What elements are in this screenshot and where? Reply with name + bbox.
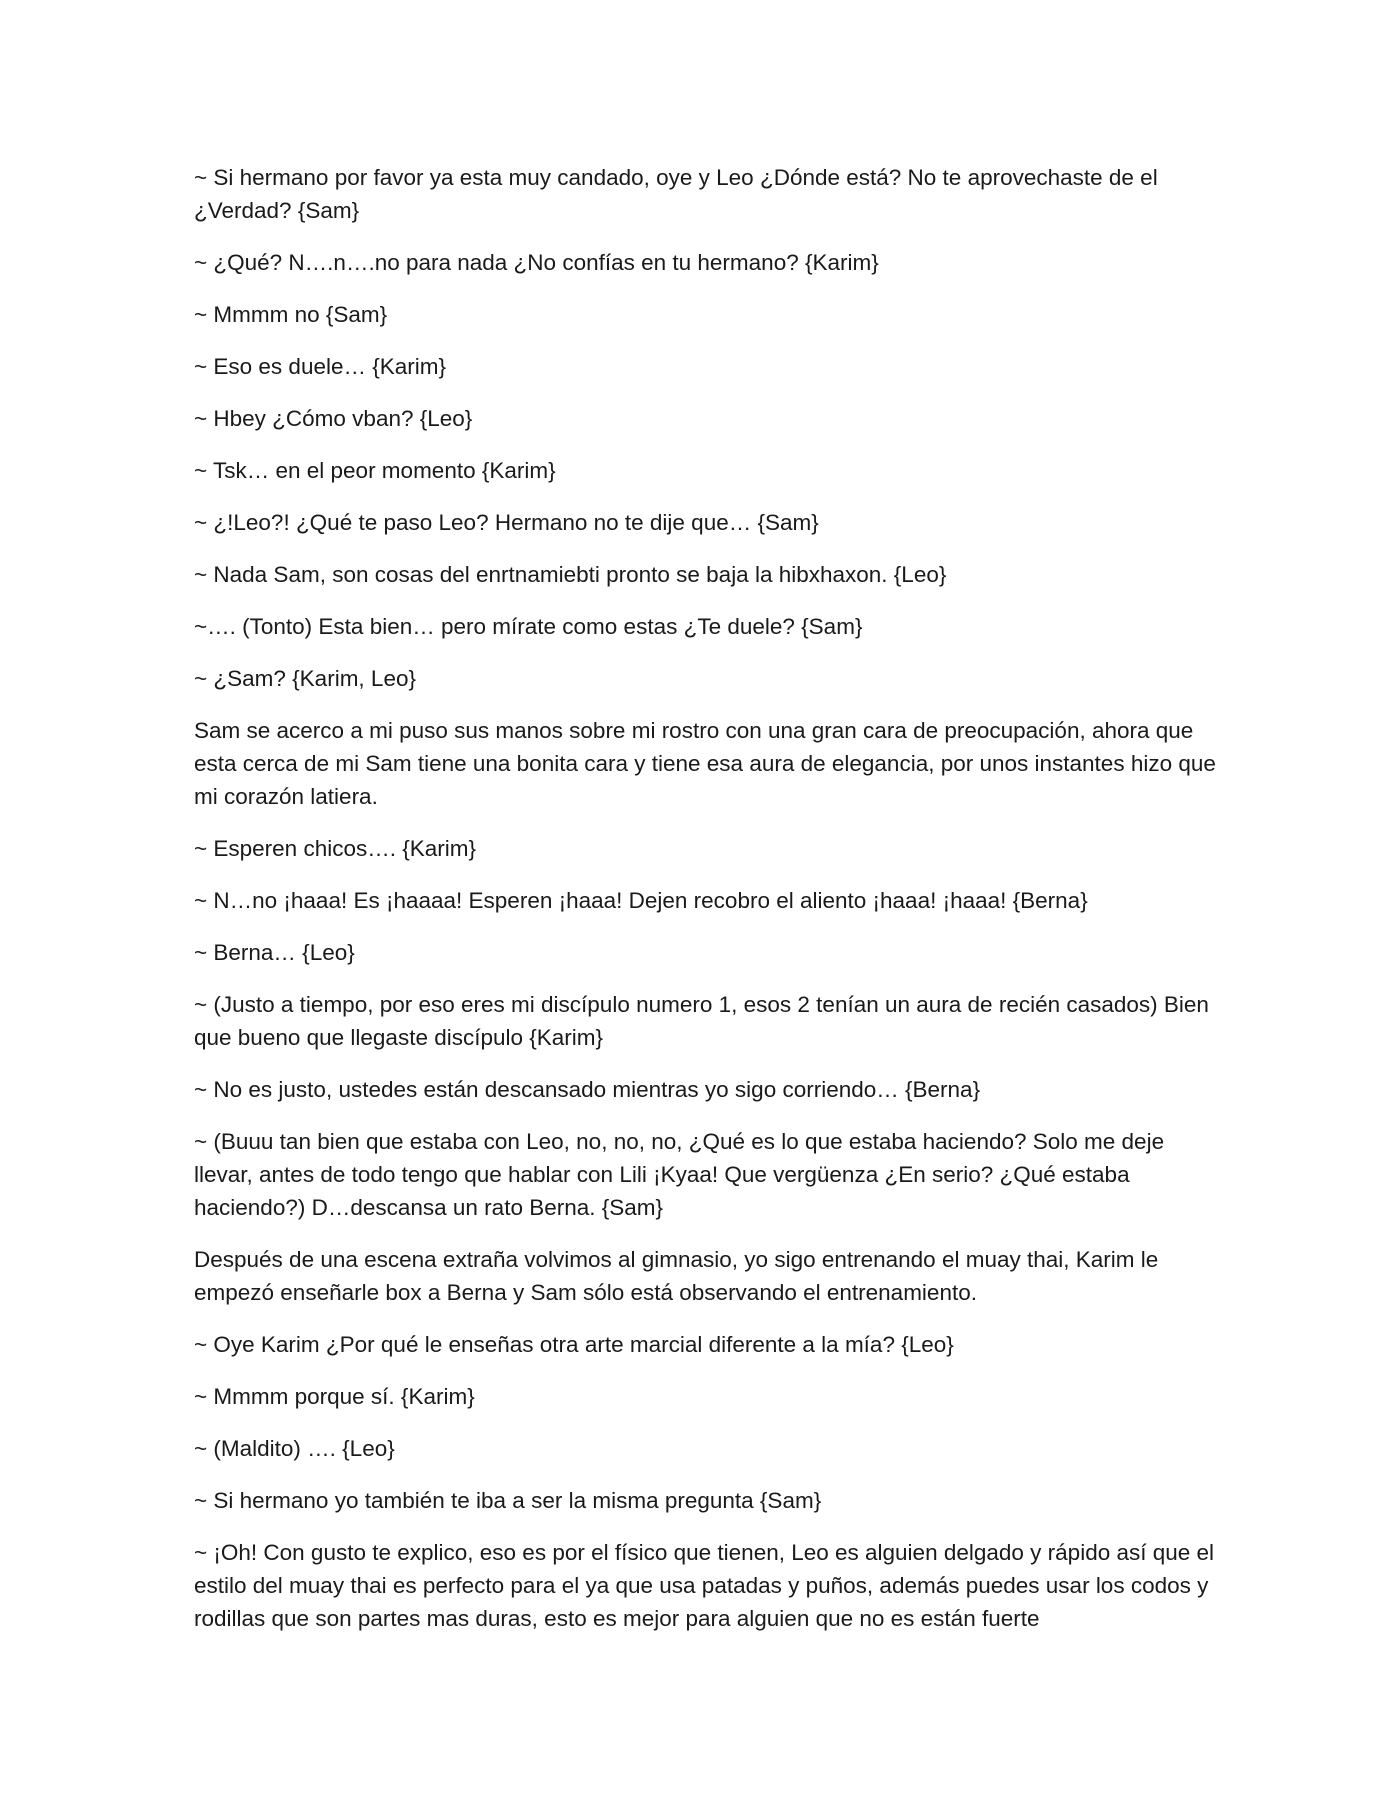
paragraph: ~ Si hermano yo también te iba a ser la misma pregunta {Sam} (194, 1488, 822, 1513)
narrative-paragraph: Sam se acerco a mi puso sus manos sobre mi rostro con una gran cara de preocupación, ahora que esta cerca de mi Sam tiene una bonita cara y tiene esa aura de elegancia, por unos instantes hizo que mi corazón latiera. (194, 718, 1216, 809)
paragraph: ~ ¿Sam? {Karim, Leo} (194, 666, 416, 691)
paragraph: ~ (Maldito) …. {Leo} (194, 1436, 395, 1461)
narrative-paragraph: Después de una escena extraña volvimos al gimnasio, yo sigo entrenando el muay thai, Karim le empezó enseñarle box a Berna y Sam sólo está observando el entrenamiento. (194, 1247, 1159, 1305)
paragraph: ~ Berna… {Leo} (194, 940, 355, 965)
paragraph: ~ Si hermano por favor ya esta muy candado, oye y Leo ¿Dónde está? No te aprovechaste de el ¿Verdad? {Sam} (194, 165, 1158, 223)
paragraph: ~ ¿!Leo?! ¿Qué te paso Leo? Hermano no te dije que… {Sam} (194, 510, 819, 535)
paragraph: ~ Tsk… en el peor momento {Karim} (194, 458, 556, 483)
paragraph: ~ (Buuu tan bien que estaba con Leo, no, no, no, ¿Qué es lo que estaba haciendo? Solo me deje llevar, antes de todo tengo que hablar con Lili ¡Kyaa! Que vergüenza ¿En serio? ¿Qué estaba haciendo?) D…descansa un rato Berna. {Sam} (194, 1129, 1165, 1220)
paragraph: ~ Mmmm no {Sam} (194, 302, 388, 327)
paragraph: ~ ¡Oh! Con gusto te explico, eso es por el físico que tienen, Leo es alguien delgado y rápido así que el estilo del muay thai es perfecto para el ya que usa patadas y puños, además puedes usar los codos y rodillas que son partes mas duras, esto es mejor para alguien que no es están fuerte (194, 1540, 1215, 1631)
paragraph: ~ Hbey ¿Cómo vban? {Leo} (194, 406, 473, 431)
paragraph: ~ No es justo, ustedes están descansado mientras yo sigo corriendo… {Berna} (194, 1077, 981, 1102)
paragraph: ~ N…no ¡haaa! Es ¡haaaa! Esperen ¡haaa! Dejen recobro el aliento ¡haaa! ¡haaa! {Berna} (194, 888, 1088, 913)
paragraph: ~ ¿Qué? N….n….no para nada ¿No confías en tu hermano? {Karim} (194, 250, 879, 275)
paragraph: ~ Nada Sam, son cosas del enrtnamiebti pronto se baja la hibxhaxon. {Leo} (194, 562, 947, 587)
paragraph: ~ Esperen chicos…. {Karim} (194, 836, 477, 861)
paragraph: ~ Mmmm porque sí. {Karim} (194, 1384, 475, 1409)
paragraph: ~ Oye Karim ¿Por qué le enseñas otra arte marcial diferente a la mía? {Leo} (194, 1332, 954, 1357)
paragraph: ~…. (Tonto) Esta bien… pero mírate como estas ¿Te duele? {Sam} (194, 614, 863, 639)
paragraph: ~ (Justo a tiempo, por eso eres mi discípulo numero 1, esos 2 tenían un aura de recién casados) Bien que bueno que llegaste discípulo {Karim} (194, 992, 1209, 1050)
paragraph: ~ Eso es duele… {Karim} (194, 354, 447, 379)
